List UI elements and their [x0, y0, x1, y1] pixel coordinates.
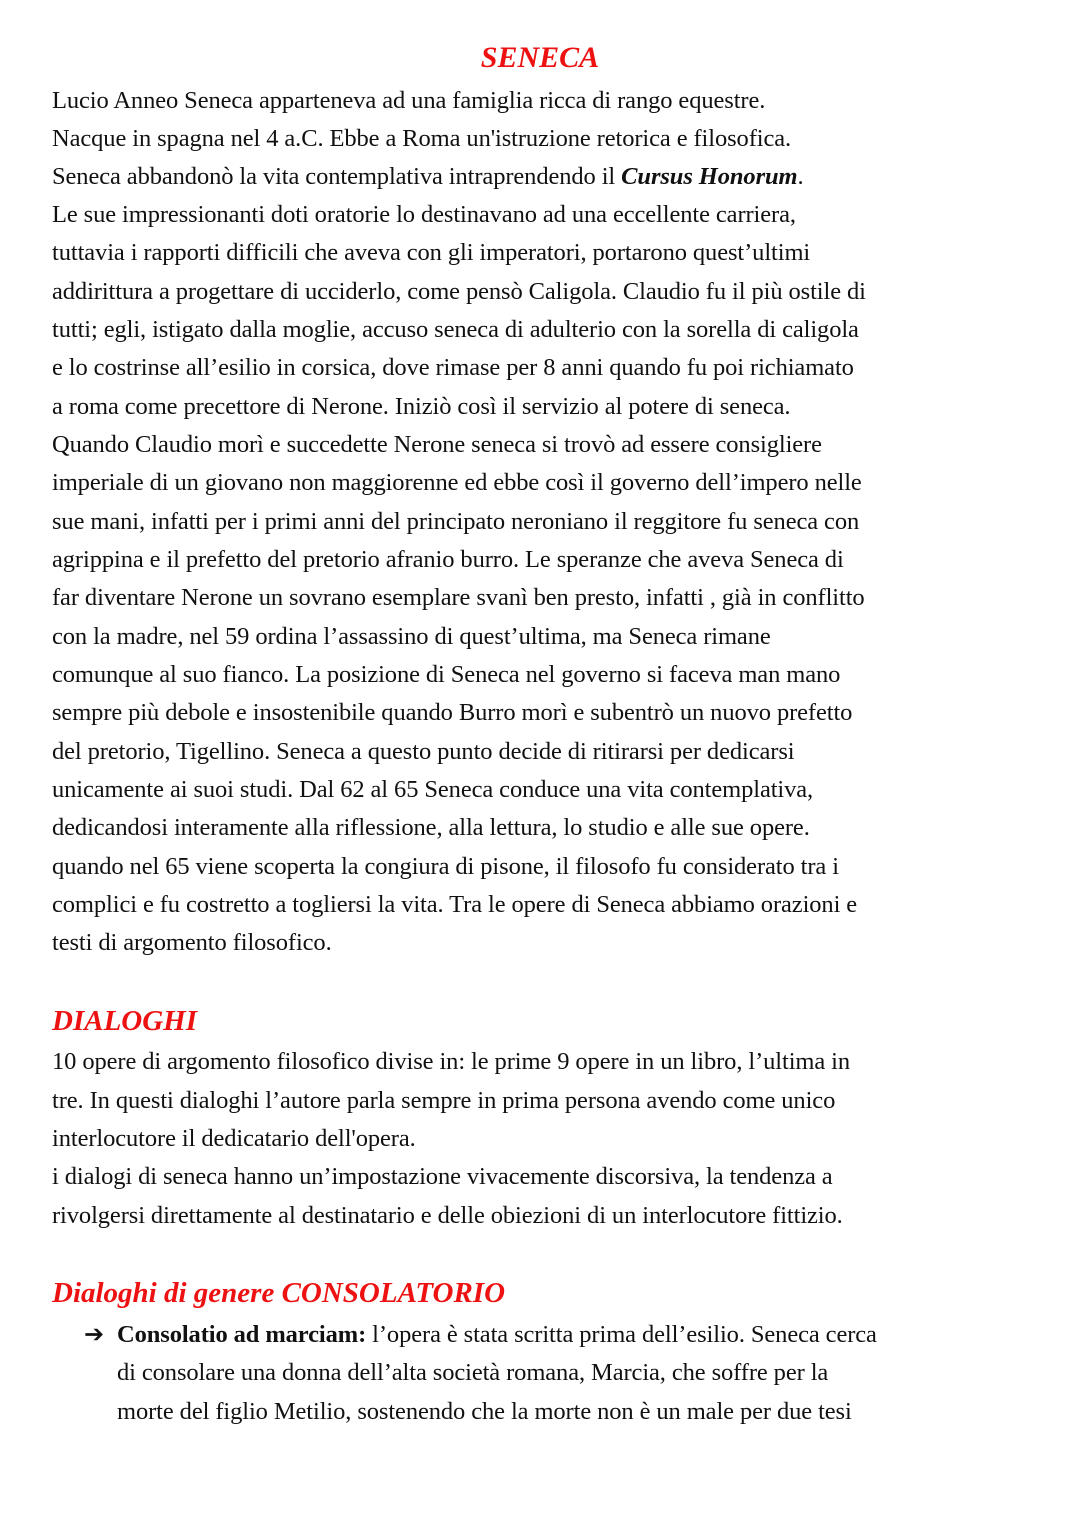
intro-line: Lucio Anneo Seneca apparteneva ad una famiglia ricca di rango equestre.: [52, 87, 766, 114]
consolatio-line: morte del figlio Metilio, sostenendo che la morte non è un male per due tesi: [117, 1398, 852, 1425]
intro-line: tutti; egli, istigato dalla moglie, accuso seneca di adulterio con la sorella di caligola: [52, 316, 859, 343]
dialoghi-line: interlocutore il dedicatario dell'opera.: [52, 1125, 416, 1152]
intro-line: con la madre, nel 59 ordina l’assassino di quest’ultima, ma Seneca rimane: [52, 623, 771, 650]
intro-text: Seneca abbandonò la vita contemplativa intraprendendo il: [52, 163, 622, 190]
dialoghi-line: 10 opere di argomento filosofico divise in: le prime 9 opere in un libro, l’ultima in: [52, 1048, 851, 1075]
intro-line: e lo costrinse all’esilio in corsica, dove rimase per 8 anni quando fu poi richiamato: [52, 354, 854, 381]
dialoghi-line: rivolgersi direttamente al destinatario e delle obiezioni di un interlocutore fittizio.: [52, 1202, 843, 1229]
intro-text: .: [797, 163, 804, 190]
consolatio-title: Consolatio ad marciam:: [117, 1321, 367, 1348]
intro-line: addirittura a progettare di ucciderlo, come pensò Caligola. Claudio fu il più ostile di: [52, 278, 866, 305]
intro-line: tuttavia i rapporti difficili che aveva con gli imperatori, portarono quest’ultimi: [52, 239, 811, 266]
intro-line: testi di argomento filosofico.: [52, 929, 332, 956]
intro-line: dedicandosi interamente alla riflessione, alla lettura, lo studio e alle sue opere.: [52, 814, 810, 841]
intro-line: sue mani, infatti per i primi anni del principato neroniano il reggitore fu seneca con: [52, 508, 860, 535]
consolatio-line: di consolare una donna dell’alta società romana, Marcia, che soffre per la: [117, 1359, 829, 1386]
intro-line: quando nel 65 viene scoperta la congiura di pisone, il filosofo fu considerato tra i: [52, 853, 839, 880]
consolatio-text: l’opera è stata scritta prima dell’esilio. Seneca cerca: [366, 1321, 877, 1348]
intro-line: comunque al suo fianco. La posizione di Seneca nel governo si faceva man mano: [52, 661, 841, 688]
intro-line: Nacque in spagna nel 4 a.C. Ebbe a Roma un'istruzione retorica e filosofica.: [52, 125, 792, 152]
page-title: SENECA: [480, 41, 600, 74]
dialoghi-line: i dialogi di seneca hanno un’impostazione vivacemente discorsiva, la tendenza a: [52, 1163, 833, 1190]
intro-line: agrippina e il prefetto del pretorio afranio burro. Le speranze che aveva Seneca di: [52, 546, 844, 573]
intro-line: unicamente ai suoi studi. Dal 62 al 65 Seneca conduce una vita contemplativa,: [52, 776, 814, 803]
intro-line: Quando Claudio morì e succedette Nerone seneca si trovò ad essere consigliere: [52, 431, 822, 458]
intro-line: [52, 162, 804, 192]
cursus-honorum-emphasis: Cursus Honorum: [621, 163, 798, 190]
intro-line: del pretorio, Tigellino. Seneca a questo punto decide di ritirarsi per dedicarsi: [52, 738, 795, 765]
intro-line: sempre più debole e insostenibile quando Burro morì e subentrò un nuovo prefetto: [52, 699, 853, 726]
dialoghi-line: tre. In questi dialoghi l’autore parla sempre in prima persona avendo come unico: [52, 1087, 836, 1114]
intro-line: Le sue impressionanti doti oratorie lo destinavano ad una eccellente carriera,: [52, 201, 796, 228]
intro-line: far diventare Nerone un sovrano esemplare svanì ben presto, infatti , già in conflitto: [52, 584, 865, 611]
arrow-bullet-icon: ➔: [84, 1322, 105, 1348]
dialoghi-heading: DIALOGHI: [52, 1005, 198, 1037]
consolatorio-heading: Dialoghi di genere CONSOLATORIO: [52, 1277, 506, 1309]
consolatio-line: [117, 1320, 877, 1350]
intro-line: a roma come precettore di Nerone. Iniziò così il servizio al potere di seneca.: [52, 393, 791, 420]
intro-line: imperiale di un giovano non maggiorenne ed ebbe così il governo dell’impero nelle: [52, 469, 862, 496]
intro-line: complici e fu costretto a togliersi la vita. Tra le opere di Seneca abbiamo orazioni e: [52, 891, 858, 918]
